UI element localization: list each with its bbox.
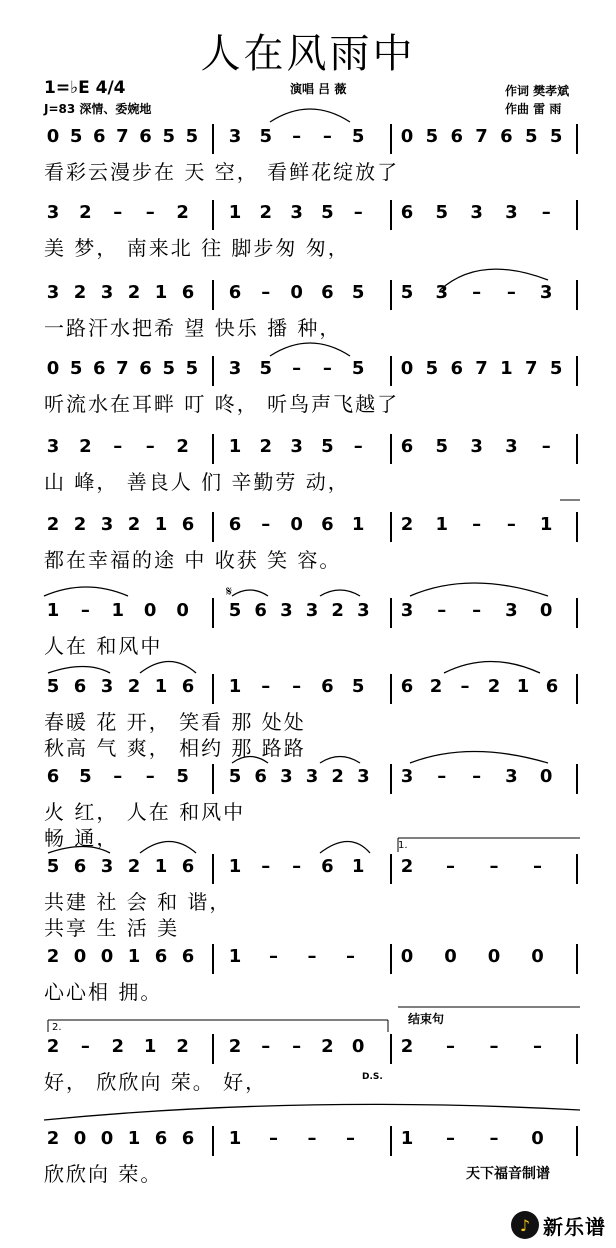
note: 6 <box>93 358 106 379</box>
bar-line <box>390 674 392 704</box>
note: 6 <box>254 766 267 787</box>
bar-line <box>576 854 578 884</box>
note: 2 <box>400 1036 414 1057</box>
notation-row <box>0 942 616 972</box>
note: 2 <box>228 1036 242 1057</box>
note: 1 <box>228 1128 242 1149</box>
note: – <box>353 436 363 457</box>
note: 2 <box>79 202 92 223</box>
segno-icon: 𝄋 <box>226 584 233 600</box>
note: – <box>489 1036 499 1057</box>
note: – <box>261 1036 271 1057</box>
notation-row <box>0 278 616 308</box>
bar-line <box>212 598 214 628</box>
note: 5 <box>46 676 60 697</box>
bar-line <box>390 200 392 230</box>
note: 5 <box>69 126 83 147</box>
note: – <box>472 766 482 787</box>
note: 6 <box>400 676 414 697</box>
bar-line <box>390 1126 392 1156</box>
note: 3 <box>46 436 60 457</box>
note: 2 <box>259 436 273 457</box>
note: 6 <box>321 282 334 303</box>
note: 3 <box>505 600 518 621</box>
note: 1 <box>127 946 141 967</box>
note: 3 <box>435 282 449 303</box>
bar-line <box>576 280 578 310</box>
lyrics-line: 看彩云漫步在 天 空， 看鲜花绽放了 <box>44 160 400 184</box>
lyrics-line: 都在幸福的途 中 收获 笑 容。 <box>44 548 342 572</box>
note: – <box>472 600 482 621</box>
bar-line <box>212 674 214 704</box>
notation-row <box>0 596 616 626</box>
note: 5 <box>185 126 199 147</box>
note: 2 <box>127 676 141 697</box>
note: 3 <box>357 766 370 787</box>
note: 5 <box>46 856 60 877</box>
note: – <box>261 856 271 877</box>
note: 5 <box>435 436 449 457</box>
note: 5 <box>425 358 439 379</box>
note: 7 <box>116 358 129 379</box>
note: 1 <box>539 514 553 535</box>
engraver-stamp: 天下福音制谱 <box>466 1166 550 1182</box>
note: 0 <box>531 946 544 967</box>
lyrics-line: 山 峰， 善良人 们 辛勤劳 动， <box>44 470 350 494</box>
note: 7 <box>525 358 538 379</box>
note: – <box>322 358 332 379</box>
bar-line <box>390 512 392 542</box>
note: 2 <box>400 856 414 877</box>
bar-line <box>576 1126 578 1156</box>
note: 2 <box>46 1128 60 1149</box>
note: 1 <box>154 856 168 877</box>
note: 2 <box>176 202 189 223</box>
note: – <box>80 1036 90 1057</box>
note: 3 <box>505 436 518 457</box>
note: 1 <box>46 600 60 621</box>
note: 6 <box>154 946 168 967</box>
note: 3 <box>100 676 114 697</box>
note: 5 <box>162 126 175 147</box>
note: 2 <box>331 766 344 787</box>
note: 5 <box>425 126 439 147</box>
note: 2 <box>176 436 189 457</box>
singer-credit: 演唱 吕 薇 <box>290 82 347 96</box>
notation-row <box>0 852 616 882</box>
note: – <box>292 126 302 147</box>
note: 3 <box>290 202 303 223</box>
note: – <box>261 676 271 697</box>
notation-row <box>0 762 616 792</box>
note: 2 <box>127 514 141 535</box>
note: 6 <box>500 126 513 147</box>
note: 1 <box>228 676 242 697</box>
note: 2 <box>429 676 443 697</box>
bar-line <box>576 434 578 464</box>
bar-line <box>390 124 392 154</box>
note: 5 <box>162 358 175 379</box>
note: – <box>292 676 302 697</box>
note: 2 <box>400 514 414 535</box>
note: 0 <box>290 514 303 535</box>
note: – <box>506 282 516 303</box>
note: 3 <box>280 766 293 787</box>
note: – <box>145 436 155 457</box>
note: – <box>437 600 447 621</box>
note: 1 <box>154 514 168 535</box>
note: 0 <box>73 1128 87 1149</box>
note: 2 <box>176 1036 189 1057</box>
note: 3 <box>470 436 483 457</box>
lyrics-line: 听流水在耳畔 叮 咚， 听鸟声飞越了 <box>44 392 400 416</box>
note: 5 <box>321 202 334 223</box>
note: 0 <box>73 946 87 967</box>
notation-row <box>0 432 616 462</box>
key-signature: 1=♭E 4/4 <box>44 78 126 98</box>
note: 0 <box>100 1128 114 1149</box>
note: 0 <box>400 126 414 147</box>
note: 0 <box>400 358 414 379</box>
lyrics-line: 好， 欣欣向 荣。 好， <box>44 1070 268 1094</box>
note: – <box>292 1036 302 1057</box>
bar-line <box>212 1034 214 1064</box>
lyrics-line: 火 红， 人在 和风中 <box>44 800 246 824</box>
note: 5 <box>549 358 563 379</box>
bar-line <box>212 764 214 794</box>
lyrics-line: 春暖 花 开， 笑看 那 处处 <box>44 710 306 734</box>
bar-line <box>576 1034 578 1064</box>
note: 6 <box>73 856 87 877</box>
bar-line <box>576 944 578 974</box>
bar-line <box>212 280 214 310</box>
note: 6 <box>181 856 195 877</box>
note: – <box>292 358 302 379</box>
song-title: 人在风雨中 <box>200 31 416 77</box>
lyrics-line: 共建 社 会 和 谐， <box>44 890 232 914</box>
bar-line <box>212 434 214 464</box>
note: 2 <box>46 946 60 967</box>
note: 2 <box>111 1036 125 1057</box>
lyricist-credit: 作词 樊孝斌 <box>505 84 570 98</box>
notation-row <box>0 1032 616 1062</box>
tempo: J=83 深情、委婉地 <box>44 102 152 116</box>
note: – <box>541 202 551 223</box>
note: 5 <box>228 600 242 621</box>
bar-line <box>212 854 214 884</box>
note: 7 <box>475 358 488 379</box>
note: 1 <box>154 676 168 697</box>
note: 6 <box>228 282 242 303</box>
note: – <box>460 676 470 697</box>
note: 7 <box>475 126 488 147</box>
bar-line <box>390 944 392 974</box>
bar-line <box>390 356 392 386</box>
lyrics-line: 心心相 拥。 <box>44 980 163 1004</box>
note: 1 <box>351 514 365 535</box>
note: 6 <box>46 766 60 787</box>
note: – <box>292 856 302 877</box>
note: 6 <box>181 282 195 303</box>
note: – <box>446 856 455 877</box>
bar-line <box>390 280 392 310</box>
note: 2 <box>331 600 344 621</box>
note: – <box>322 126 332 147</box>
note: 5 <box>351 126 365 147</box>
note: 0 <box>487 946 501 967</box>
note: – <box>533 1036 542 1057</box>
note: 6 <box>93 126 106 147</box>
note: 0 <box>400 946 414 967</box>
bar-line <box>390 1034 392 1064</box>
note: – <box>145 766 155 787</box>
note: 6 <box>321 514 334 535</box>
note: – <box>353 202 363 223</box>
note: 2 <box>127 282 141 303</box>
note: 3 <box>228 126 242 147</box>
note: – <box>261 514 271 535</box>
note: – <box>506 514 516 535</box>
note: 1 <box>435 514 449 535</box>
note: 3 <box>539 282 553 303</box>
note: – <box>472 282 482 303</box>
lyrics-line-2: 畅 通， <box>44 826 119 850</box>
note: – <box>113 202 123 223</box>
note: 5 <box>259 126 273 147</box>
note: 2 <box>321 1036 334 1057</box>
note: – <box>489 1128 499 1149</box>
bar-line <box>390 854 392 884</box>
note: 6 <box>139 126 152 147</box>
note: 2 <box>259 202 273 223</box>
lyrics-line: 美 梦， 南来北 往 脚步匆 匆， <box>44 236 350 260</box>
site-logo: ♪ 新乐谱 <box>511 1208 606 1242</box>
music-note-icon: ♪ <box>511 1211 539 1239</box>
note: 3 <box>46 282 60 303</box>
note: 1 <box>127 1128 141 1149</box>
ending-label: 结束句 <box>408 1012 445 1026</box>
lyrics-line: 一路汗水把希 望 快乐 播 种， <box>44 316 342 340</box>
note: – <box>307 1128 317 1149</box>
note: – <box>541 436 551 457</box>
note: 5 <box>435 202 449 223</box>
bar-line <box>390 764 392 794</box>
note: 5 <box>228 766 242 787</box>
note: 0 <box>46 126 60 147</box>
note: 3 <box>505 202 518 223</box>
note: 5 <box>185 358 199 379</box>
lyrics-line: 人在 和风中 <box>44 634 163 658</box>
note: 2 <box>487 676 501 697</box>
bar-line <box>212 944 214 974</box>
lyrics-line-2: 共享 生 活 美 <box>44 916 180 940</box>
note: 1 <box>516 676 530 697</box>
bar-line <box>390 598 392 628</box>
note: 0 <box>290 282 303 303</box>
note: 2 <box>46 514 60 535</box>
bar-line <box>576 356 578 386</box>
notation-row <box>0 198 616 228</box>
note: 1 <box>111 600 125 621</box>
note: 1 <box>154 282 168 303</box>
note: – <box>307 946 317 967</box>
note: 6 <box>228 514 242 535</box>
note: 3 <box>100 282 114 303</box>
note: 3 <box>505 766 518 787</box>
note: 3 <box>400 600 414 621</box>
notation-row <box>0 354 616 384</box>
composer-credit: 作曲 雷 雨 <box>505 102 562 116</box>
note: – <box>261 282 271 303</box>
note: – <box>472 514 482 535</box>
note: 6 <box>450 358 463 379</box>
note: 7 <box>116 126 129 147</box>
note: 1 <box>400 1128 414 1149</box>
note: 3 <box>400 766 414 787</box>
note: – <box>437 766 447 787</box>
note: – <box>446 1128 455 1149</box>
bar-line <box>212 124 214 154</box>
note: 2 <box>79 436 92 457</box>
note: 1 <box>143 1036 157 1057</box>
note: 1 <box>228 436 242 457</box>
note: 0 <box>176 600 189 621</box>
note: – <box>533 856 542 877</box>
note: 2 <box>46 1036 60 1057</box>
bar-line <box>390 434 392 464</box>
note: 6 <box>254 600 267 621</box>
note: 1 <box>228 856 242 877</box>
note: 2 <box>127 856 141 877</box>
note: 1 <box>351 856 365 877</box>
note: 6 <box>181 946 195 967</box>
note: 0 <box>539 600 553 621</box>
bar-line <box>576 512 578 542</box>
note: 5 <box>351 358 365 379</box>
note: – <box>80 600 90 621</box>
note: 6 <box>154 1128 168 1149</box>
note: 5 <box>549 126 563 147</box>
notation-row <box>0 1124 616 1154</box>
note: 3 <box>46 202 60 223</box>
note: – <box>269 1128 278 1149</box>
volta-2: 2. <box>52 1022 62 1033</box>
note: 1 <box>228 946 242 967</box>
bar-line <box>576 598 578 628</box>
note: 5 <box>351 282 365 303</box>
note: 6 <box>545 676 559 697</box>
note: 0 <box>531 1128 544 1149</box>
note: – <box>145 202 155 223</box>
note: 0 <box>351 1036 365 1057</box>
note: – <box>446 1036 455 1057</box>
bar-line <box>212 1126 214 1156</box>
bar-line <box>576 200 578 230</box>
note: – <box>346 1128 355 1149</box>
note: 5 <box>259 358 273 379</box>
note: 5 <box>69 358 83 379</box>
note: 5 <box>176 766 189 787</box>
bar-line <box>576 764 578 794</box>
bar-line <box>212 356 214 386</box>
note: 1 <box>228 202 242 223</box>
note: 6 <box>181 514 195 535</box>
bar-line <box>212 200 214 230</box>
note: 6 <box>321 676 334 697</box>
note: 0 <box>100 946 114 967</box>
note: 3 <box>280 600 293 621</box>
bar-line <box>576 674 578 704</box>
note: 3 <box>228 358 242 379</box>
note: – <box>269 946 278 967</box>
note: 2 <box>73 514 87 535</box>
bar-line <box>576 124 578 154</box>
note: 3 <box>100 514 114 535</box>
note: 2 <box>73 282 87 303</box>
note: 0 <box>444 946 457 967</box>
lyrics-line: 欣欣向 荣。 <box>44 1162 163 1186</box>
note: 5 <box>400 282 414 303</box>
notation-row <box>0 672 616 702</box>
note: 3 <box>357 600 370 621</box>
note: 1 <box>500 358 513 379</box>
note: 6 <box>73 676 87 697</box>
note: 3 <box>100 856 114 877</box>
note: 3 <box>305 766 319 787</box>
note: 6 <box>321 856 334 877</box>
volta-1: 1. <box>398 840 408 851</box>
notation-row <box>0 510 616 540</box>
note: 6 <box>400 436 414 457</box>
note: 0 <box>143 600 157 621</box>
note: – <box>113 766 123 787</box>
note: 6 <box>450 126 463 147</box>
ds-marking: D.S. <box>362 1072 383 1082</box>
note: 3 <box>470 202 483 223</box>
lyrics-line-2: 秋高 气 爽， 相约 那 路路 <box>44 736 306 760</box>
note: 0 <box>46 358 60 379</box>
note: 6 <box>181 676 195 697</box>
bar-line <box>212 512 214 542</box>
note: 6 <box>181 1128 195 1149</box>
note: – <box>489 856 499 877</box>
note: 5 <box>525 126 538 147</box>
note: 3 <box>305 600 319 621</box>
note: 5 <box>351 676 365 697</box>
note: 0 <box>539 766 553 787</box>
note: 6 <box>400 202 414 223</box>
notation-row <box>0 122 616 152</box>
note: 3 <box>290 436 303 457</box>
note: – <box>346 946 355 967</box>
note: 5 <box>321 436 334 457</box>
note: 5 <box>79 766 92 787</box>
note: – <box>113 436 123 457</box>
note: 6 <box>139 358 152 379</box>
